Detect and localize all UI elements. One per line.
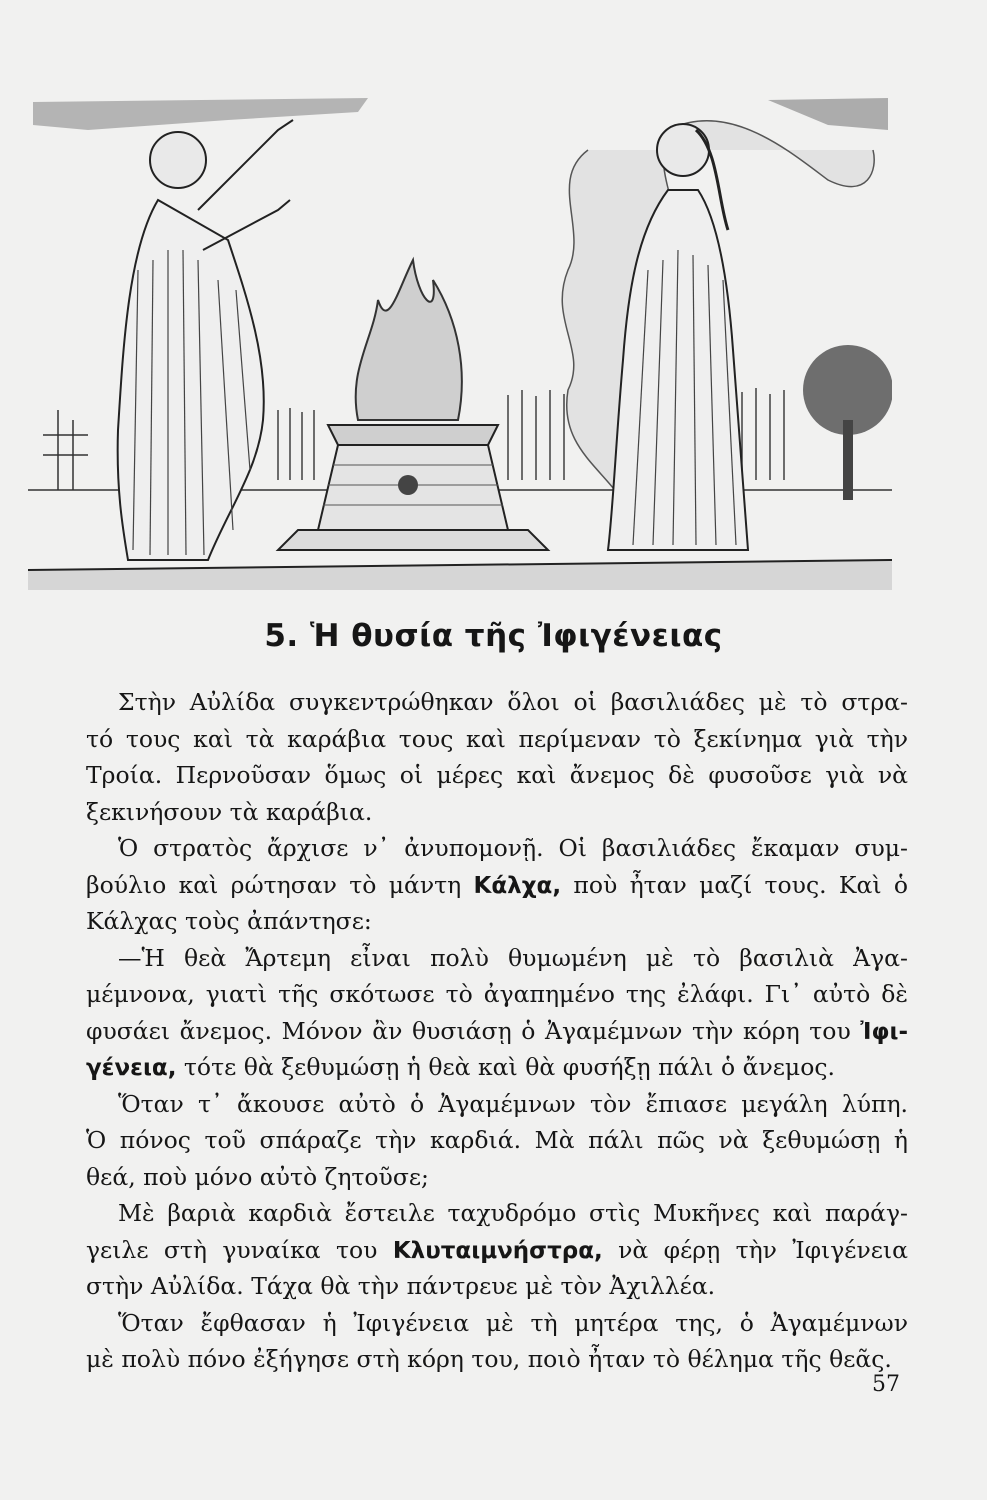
paragraph bbox=[86, 1305, 908, 1378]
text-run: φυσάει ἄνεμος. Μόνον ἂν θυσιάσῃ ὁ Ἀγαμέμνων τὴν κόρη του bbox=[86, 1016, 861, 1045]
text-line bbox=[86, 684, 908, 721]
chapter-title: 5. Ἡ θυσία τῆς Ἰφιγένειας bbox=[264, 618, 723, 654]
text-line bbox=[86, 1159, 908, 1196]
text-line bbox=[86, 757, 908, 794]
text-run: Ὁ πόνος τοῦ σπάραζε τὴν καρδιά. Μὰ πάλι πῶς νὰ ξεθυμώσῃ ἡ bbox=[86, 1126, 908, 1154]
text-run: στὴν Αὐλίδα. Τάχα θὰ τὴν πάντρευε μὲ τὸν Ἀχιλλέα. bbox=[86, 1272, 716, 1300]
paragraph bbox=[86, 830, 908, 940]
text-run: τό τους καὶ τὰ καράβια τους καὶ περίμεναν τὸ ξεκίνημα γιὰ τὴν bbox=[86, 724, 908, 753]
text-run: θεά, ποὺ μόνο αὐτὸ ζητοῦσε; bbox=[86, 1162, 429, 1191]
text-run: Κάλχας τοὺς ἀπάντησε: bbox=[86, 907, 372, 935]
bold-name: Κλυταιμνήστρα, bbox=[392, 1237, 603, 1264]
text-run: ξεκινήσουν τὰ καράβια. bbox=[86, 797, 373, 826]
text-line bbox=[86, 1049, 908, 1086]
bold-name: γένεια, bbox=[86, 1055, 177, 1081]
text-line bbox=[86, 976, 908, 1013]
text-line bbox=[86, 867, 908, 904]
paragraph bbox=[86, 684, 908, 830]
text-run: γειλε στὴ γυναίκα του bbox=[86, 1235, 393, 1264]
text-run: νὰ φέρῃ τὴν Ἰφιγένεια bbox=[602, 1235, 908, 1264]
body-text bbox=[86, 684, 908, 1378]
text-run: Στὴν Αὐλίδα συγκεντρώθηκαν ὅλοι οἱ βασιλιάδες μὲ τὸ στρα- bbox=[118, 688, 908, 716]
text-line bbox=[86, 1013, 908, 1050]
text-run: μέμνονα, γιατὶ τῆς σκότωσε τὸ ἀγαπημένο της ἐλάφι. Γι᾽ αὐτὸ δὲ bbox=[86, 980, 908, 1008]
text-run: τότε θὰ ξεθυμώσῃ ἡ θεὰ καὶ θὰ φυσήξῃ πάλι ὁ ἄνεμος. bbox=[176, 1053, 835, 1081]
paragraph bbox=[86, 940, 908, 1086]
text-run: —Ἡ θεὰ Ἄρτεμη εἶναι πολὺ θυμωμένη μὲ τὸ βασιλιὰ Ἀγα- bbox=[118, 943, 908, 972]
text-line bbox=[86, 1341, 908, 1378]
text-line bbox=[86, 1232, 908, 1269]
text-line bbox=[86, 1268, 908, 1305]
text-line bbox=[86, 940, 908, 977]
text-run: Ὁ στρατὸς ἄρχισε ν᾽ ἀνυπομονῇ. Οἱ βασιλιάδες ἔκαμαν συμ- bbox=[118, 834, 908, 862]
text-line bbox=[86, 903, 908, 940]
text-line bbox=[86, 721, 908, 758]
page-number: 57 bbox=[872, 1372, 900, 1397]
text-run: βούλιο καὶ ρώτησαν τὸ μάντη bbox=[86, 870, 474, 899]
text-run: Ὅταν τ᾽ ἄκουσε αὐτὸ ὁ Ἀγαμέμνων τὸν ἔπιασε μεγάλη λύπη. bbox=[118, 1089, 908, 1118]
text-line bbox=[86, 794, 908, 831]
text-line bbox=[86, 830, 908, 867]
text-line bbox=[86, 1305, 908, 1342]
text-line bbox=[86, 1122, 908, 1159]
bold-name: Κάλχα, bbox=[473, 872, 562, 899]
text-run: μὲ πολὺ πόνο ἐξήγησε στὴ κόρη του, ποιὸ ἦταν τὸ θέλημα τῆς θεᾶς. bbox=[86, 1345, 892, 1373]
paragraph bbox=[86, 1195, 908, 1305]
text-run: Ὅταν ἔφθασαν ἡ Ἰφιγένεια μὲ τὴ μητέρα της, ὁ Ἀγαμέμνων bbox=[118, 1308, 908, 1337]
text-run: Μὲ βαριὰ καρδιὰ ἔστειλε ταχυδρόμο στὶς Μυκῆνες καὶ παράγ- bbox=[118, 1199, 908, 1227]
text-line bbox=[86, 1195, 908, 1232]
sacrifice-scene-illustration bbox=[28, 90, 892, 590]
text-run: Τροία. Περνοῦσαν ὅμως οἱ μέρες καὶ ἄνεμος δὲ φυσοῦσε γιὰ νὰ bbox=[86, 761, 908, 789]
text-line bbox=[86, 1086, 908, 1123]
paragraph bbox=[86, 1086, 908, 1196]
text-run: ποὺ ἦταν μαζί τους. Καὶ ὁ bbox=[561, 870, 908, 899]
bold-name: Ἰφι- bbox=[860, 1018, 908, 1045]
illustration bbox=[28, 90, 892, 590]
